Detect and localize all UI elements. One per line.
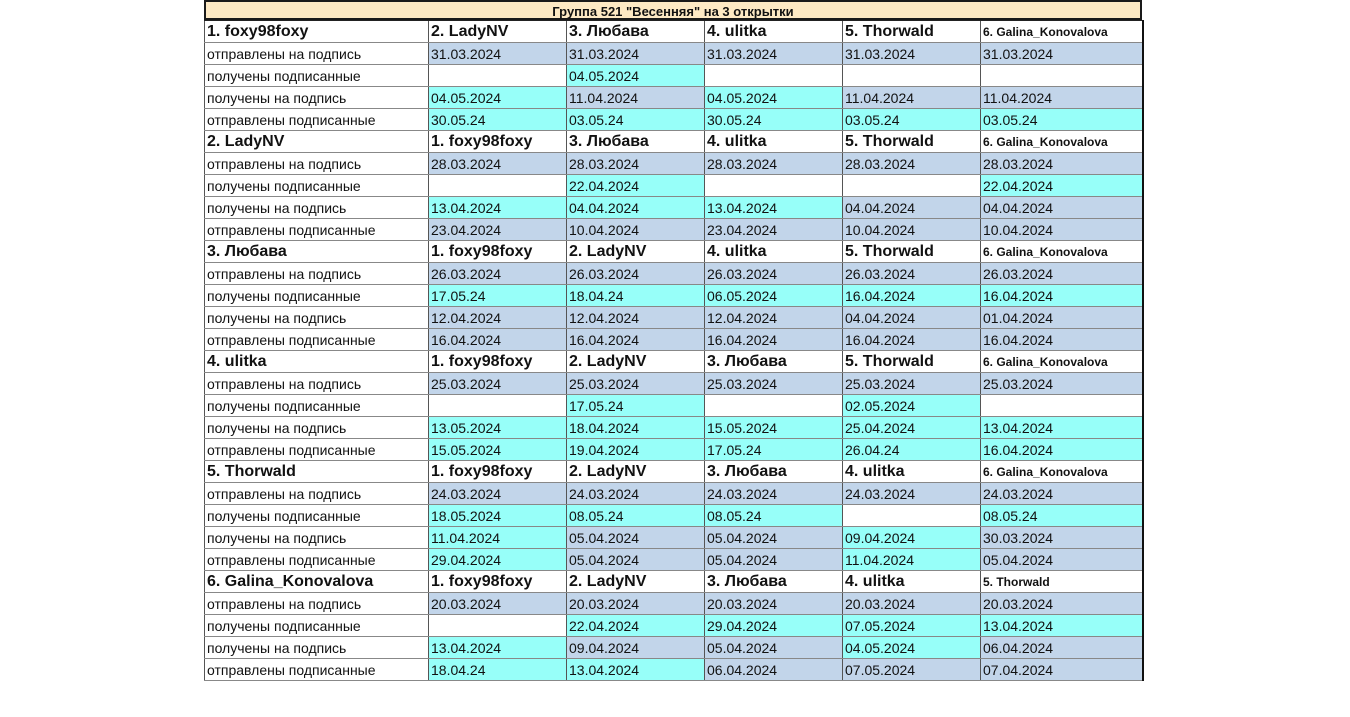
date-cell[interactable]: 31.03.2024	[843, 43, 981, 65]
status-row	[205, 43, 1143, 65]
status-label[interactable]: получены подписанные	[205, 615, 429, 637]
date-cell[interactable]: 16.04.2024	[981, 439, 1143, 461]
status-row	[205, 65, 1143, 87]
date-cell[interactable]: 30.05.24	[429, 109, 567, 131]
partner-name[interactable]: 3. Любава	[567, 21, 705, 43]
date-cell[interactable]: 12.04.2024	[705, 307, 843, 329]
date-cell[interactable]: 11.04.2024	[843, 87, 981, 109]
partner-name[interactable]: 2. LadyNV	[567, 461, 705, 483]
date-cell[interactable]: 13.04.2024	[429, 637, 567, 659]
date-cell[interactable]: 03.05.24	[981, 109, 1143, 131]
status-label[interactable]: получены на подпись	[205, 527, 429, 549]
date-cell[interactable]: 22.04.2024	[567, 615, 705, 637]
status-row	[205, 285, 1143, 307]
status-row	[205, 109, 1143, 131]
status-label[interactable]: отправлены на подпись	[205, 483, 429, 505]
date-cell[interactable]	[705, 175, 843, 197]
partner-name[interactable]: 5. Thorwald	[843, 241, 981, 263]
date-cell[interactable]: 16.04.2024	[567, 329, 705, 351]
status-label[interactable]: отправлены подписанные	[205, 329, 429, 351]
date-cell[interactable]: 18.04.24	[567, 285, 705, 307]
date-cell[interactable]: 18.05.2024	[429, 505, 567, 527]
partner-name[interactable]: 2. LadyNV	[567, 571, 705, 593]
status-label[interactable]: отправлены на подпись	[205, 153, 429, 175]
date-cell[interactable]: 25.03.2024	[843, 373, 981, 395]
participant-header-row	[205, 241, 1143, 263]
date-cell[interactable]: 13.04.2024	[429, 197, 567, 219]
partner-name[interactable]: 1. foxy98foxy	[429, 131, 567, 153]
date-cell[interactable]: 02.05.2024	[843, 395, 981, 417]
exchange-table	[204, 20, 1144, 681]
status-label[interactable]: получены на подпись	[205, 197, 429, 219]
date-cell[interactable]	[705, 65, 843, 87]
partner-name[interactable]: 2. LadyNV	[567, 241, 705, 263]
date-cell[interactable]	[981, 65, 1143, 87]
participant-header-row	[205, 21, 1143, 43]
date-cell[interactable]: 19.04.2024	[567, 439, 705, 461]
date-cell[interactable]: 11.04.2024	[843, 549, 981, 571]
date-cell[interactable]: 10.04.2024	[567, 219, 705, 241]
date-cell[interactable]: 16.04.2024	[843, 329, 981, 351]
participant-header-row	[205, 351, 1143, 373]
date-cell[interactable]: 03.05.24	[843, 109, 981, 131]
date-cell[interactable]: 24.03.2024	[567, 483, 705, 505]
date-cell[interactable]	[981, 395, 1143, 417]
status-label[interactable]: отправлены подписанные	[205, 549, 429, 571]
date-cell[interactable]: 11.04.2024	[567, 87, 705, 109]
participant-header-row	[205, 131, 1143, 153]
partner-name[interactable]: 6. Galina_Konovalova	[981, 131, 1143, 153]
date-cell[interactable]: 22.04.2024	[567, 175, 705, 197]
date-cell[interactable]: 11.04.2024	[981, 87, 1143, 109]
status-row	[205, 637, 1143, 659]
date-cell[interactable]: 26.03.2024	[843, 263, 981, 285]
date-cell[interactable]	[705, 395, 843, 417]
date-cell[interactable]: 05.04.2024	[705, 527, 843, 549]
status-label[interactable]: отправлены подписанные	[205, 659, 429, 681]
status-label[interactable]: отправлены на подпись	[205, 43, 429, 65]
date-cell[interactable]: 24.03.2024	[429, 483, 567, 505]
date-cell[interactable]: 23.04.2024	[429, 219, 567, 241]
date-cell[interactable]: 18.04.24	[429, 659, 567, 681]
participant-name[interactable]: 1. foxy98foxy	[205, 21, 429, 43]
date-cell[interactable]: 13.04.2024	[567, 659, 705, 681]
date-cell[interactable]: 20.03.2024	[567, 593, 705, 615]
date-cell[interactable]: 11.04.2024	[429, 527, 567, 549]
date-cell[interactable]: 20.03.2024	[843, 593, 981, 615]
partner-name[interactable]: 3. Любава	[705, 351, 843, 373]
date-cell[interactable]: 08.05.24	[567, 505, 705, 527]
date-cell[interactable]: 31.03.2024	[567, 43, 705, 65]
date-cell[interactable]: 10.04.2024	[981, 219, 1143, 241]
status-row	[205, 263, 1143, 285]
partner-name[interactable]: 4. ulitka	[705, 21, 843, 43]
date-cell[interactable]: 24.03.2024	[705, 483, 843, 505]
date-cell[interactable]: 28.03.2024	[981, 153, 1143, 175]
partner-name[interactable]: 1. foxy98foxy	[429, 241, 567, 263]
date-cell[interactable]: 06.05.2024	[705, 285, 843, 307]
date-cell[interactable]: 24.03.2024	[981, 483, 1143, 505]
date-cell[interactable]: 31.03.2024	[981, 43, 1143, 65]
status-label[interactable]: получены на подпись	[205, 307, 429, 329]
partner-name[interactable]: 2. LadyNV	[429, 21, 567, 43]
status-row	[205, 197, 1143, 219]
partner-name[interactable]: 5. Thorwald	[981, 571, 1143, 593]
date-cell[interactable]: 04.05.2024	[705, 87, 843, 109]
date-cell[interactable]	[843, 505, 981, 527]
date-cell[interactable]: 26.03.2024	[567, 263, 705, 285]
status-label[interactable]: получены на подпись	[205, 637, 429, 659]
status-label[interactable]: получены подписанные	[205, 175, 429, 197]
date-cell[interactable]: 04.05.2024	[429, 87, 567, 109]
date-cell[interactable]	[429, 175, 567, 197]
date-cell[interactable]: 05.04.2024	[705, 549, 843, 571]
date-cell[interactable]: 07.05.2024	[843, 615, 981, 637]
date-cell[interactable]: 01.04.2024	[981, 307, 1143, 329]
date-cell[interactable]: 07.04.2024	[981, 659, 1143, 681]
date-cell[interactable]: 31.03.2024	[705, 43, 843, 65]
status-label[interactable]: получены на подпись	[205, 87, 429, 109]
date-cell[interactable]: 09.04.2024	[567, 637, 705, 659]
date-cell[interactable]: 25.04.2024	[843, 417, 981, 439]
date-cell[interactable]: 13.05.2024	[429, 417, 567, 439]
date-cell[interactable]	[429, 65, 567, 87]
status-row	[205, 439, 1143, 461]
date-cell[interactable]: 16.04.2024	[705, 329, 843, 351]
date-cell[interactable]: 26.04.24	[843, 439, 981, 461]
partner-name[interactable]: 6. Galina_Konovalova	[981, 461, 1143, 483]
date-cell[interactable]	[843, 65, 981, 87]
date-cell[interactable]: 06.04.2024	[981, 637, 1143, 659]
date-cell[interactable]: 25.03.2024	[567, 373, 705, 395]
participant-header-row	[205, 571, 1143, 593]
date-cell[interactable]: 17.05.24	[429, 285, 567, 307]
partner-name[interactable]: 6. Galina_Konovalova	[981, 241, 1143, 263]
date-cell[interactable]: 26.03.2024	[981, 263, 1143, 285]
date-cell[interactable]: 04.04.2024	[981, 197, 1143, 219]
status-label[interactable]: получены на подпись	[205, 417, 429, 439]
date-cell[interactable]: 20.03.2024	[981, 593, 1143, 615]
date-cell[interactable]: 13.04.2024	[981, 417, 1143, 439]
partner-name[interactable]: 1. foxy98foxy	[429, 571, 567, 593]
date-cell[interactable]: 05.04.2024	[567, 549, 705, 571]
partner-name[interactable]: 3. Любава	[705, 461, 843, 483]
date-cell[interactable]: 20.03.2024	[705, 593, 843, 615]
date-cell[interactable]: 31.03.2024	[429, 43, 567, 65]
date-cell[interactable]	[429, 395, 567, 417]
date-cell[interactable]: 16.04.2024	[981, 285, 1143, 307]
date-cell[interactable]: 16.04.2024	[843, 285, 981, 307]
date-cell[interactable]: 16.04.2024	[981, 329, 1143, 351]
status-row	[205, 417, 1143, 439]
date-cell[interactable]: 10.04.2024	[843, 219, 981, 241]
date-cell[interactable]: 05.04.2024	[567, 527, 705, 549]
date-cell[interactable]: 28.03.2024	[567, 153, 705, 175]
status-row	[205, 153, 1143, 175]
participant-name[interactable]: 5. Thorwald	[205, 461, 429, 483]
partner-name[interactable]: 6. Galina_Konovalova	[981, 351, 1143, 373]
date-cell[interactable]	[429, 615, 567, 637]
partner-name[interactable]: 1. foxy98foxy	[429, 351, 567, 373]
participant-header-row	[205, 461, 1143, 483]
status-row	[205, 593, 1143, 615]
date-cell[interactable]: 07.05.2024	[843, 659, 981, 681]
date-cell[interactable]: 13.04.2024	[705, 197, 843, 219]
date-cell[interactable]: 17.05.24	[567, 395, 705, 417]
partner-name[interactable]: 6. Galina_Konovalova	[981, 21, 1143, 43]
date-cell[interactable]: 04.04.2024	[843, 307, 981, 329]
date-cell[interactable]: 23.04.2024	[705, 219, 843, 241]
status-row	[205, 219, 1143, 241]
date-cell[interactable]: 26.03.2024	[705, 263, 843, 285]
date-cell[interactable]: 12.04.2024	[429, 307, 567, 329]
status-label[interactable]: отправлены подписанные	[205, 219, 429, 241]
date-cell[interactable]: 06.04.2024	[705, 659, 843, 681]
status-row	[205, 615, 1143, 637]
status-row	[205, 307, 1143, 329]
status-label[interactable]: получены подписанные	[205, 285, 429, 307]
partner-name[interactable]: 5. Thorwald	[843, 351, 981, 373]
date-cell[interactable]: 28.03.2024	[705, 153, 843, 175]
date-cell[interactable]: 30.03.2024	[981, 527, 1143, 549]
status-label[interactable]: отправлены подписанные	[205, 439, 429, 461]
status-row	[205, 527, 1143, 549]
date-cell[interactable]: 12.04.2024	[567, 307, 705, 329]
participant-name[interactable]: 4. ulitka	[205, 351, 429, 373]
status-row	[205, 87, 1143, 109]
status-row	[205, 373, 1143, 395]
status-row	[205, 483, 1143, 505]
date-cell[interactable]: 25.03.2024	[429, 373, 567, 395]
status-label[interactable]: получены подписанные	[205, 395, 429, 417]
participant-name[interactable]: 6. Galina_Konovalova	[205, 571, 429, 593]
date-cell[interactable]: 20.03.2024	[429, 593, 567, 615]
date-cell[interactable]: 15.05.2024	[705, 417, 843, 439]
date-cell[interactable]: 08.05.24	[981, 505, 1143, 527]
date-cell[interactable]: 18.04.2024	[567, 417, 705, 439]
partner-name[interactable]: 3. Любава	[567, 131, 705, 153]
date-cell[interactable]: 04.04.2024	[843, 197, 981, 219]
date-cell[interactable]: 25.03.2024	[981, 373, 1143, 395]
status-row	[205, 659, 1143, 681]
partner-name[interactable]: 4. ulitka	[843, 461, 981, 483]
partner-name[interactable]: 1. foxy98foxy	[429, 461, 567, 483]
date-cell[interactable]: 26.03.2024	[429, 263, 567, 285]
date-cell[interactable]: 04.04.2024	[567, 197, 705, 219]
status-label[interactable]: отправлены на подпись	[205, 263, 429, 285]
date-cell[interactable]: 15.05.2024	[429, 439, 567, 461]
partner-name[interactable]: 5. Thorwald	[843, 21, 981, 43]
status-label[interactable]: отправлены на подпись	[205, 373, 429, 395]
date-cell[interactable]	[843, 175, 981, 197]
date-cell[interactable]: 09.04.2024	[843, 527, 981, 549]
date-cell[interactable]: 25.03.2024	[705, 373, 843, 395]
date-cell[interactable]: 28.03.2024	[429, 153, 567, 175]
date-cell[interactable]: 29.04.2024	[705, 615, 843, 637]
status-label[interactable]: отправлены подписанные	[205, 109, 429, 131]
partner-name[interactable]: 4. ulitka	[843, 571, 981, 593]
status-row	[205, 175, 1143, 197]
spreadsheet	[204, 0, 1142, 681]
date-cell[interactable]: 04.05.2024	[843, 637, 981, 659]
partner-name[interactable]: 5. Thorwald	[843, 131, 981, 153]
date-cell[interactable]: 03.05.24	[567, 109, 705, 131]
partner-name[interactable]: 2. LadyNV	[567, 351, 705, 373]
date-cell[interactable]: 30.05.24	[705, 109, 843, 131]
date-cell[interactable]: 29.04.2024	[429, 549, 567, 571]
date-cell[interactable]: 04.05.2024	[567, 65, 705, 87]
date-cell[interactable]: 05.04.2024	[705, 637, 843, 659]
partner-name[interactable]: 3. Любава	[705, 571, 843, 593]
status-row	[205, 329, 1143, 351]
date-cell[interactable]: 08.05.24	[705, 505, 843, 527]
date-cell[interactable]: 13.04.2024	[981, 615, 1143, 637]
date-cell[interactable]: 24.03.2024	[843, 483, 981, 505]
status-label[interactable]: получены подписанные	[205, 505, 429, 527]
status-label[interactable]: отправлены на подпись	[205, 593, 429, 615]
date-cell[interactable]: 28.03.2024	[843, 153, 981, 175]
status-row	[205, 549, 1143, 571]
date-cell[interactable]: 17.05.24	[705, 439, 843, 461]
group-title: Группа 521 "Весенняя" на 3 открытки	[204, 0, 1142, 20]
partner-name[interactable]: 4. ulitka	[705, 241, 843, 263]
partner-name[interactable]: 4. ulitka	[705, 131, 843, 153]
date-cell[interactable]: 05.04.2024	[981, 549, 1143, 571]
participant-name[interactable]: 3. Любава	[205, 241, 429, 263]
status-label[interactable]: получены подписанные	[205, 65, 429, 87]
participant-name[interactable]: 2. LadyNV	[205, 131, 429, 153]
status-row	[205, 395, 1143, 417]
date-cell[interactable]: 16.04.2024	[429, 329, 567, 351]
date-cell[interactable]: 22.04.2024	[981, 175, 1143, 197]
status-row	[205, 505, 1143, 527]
